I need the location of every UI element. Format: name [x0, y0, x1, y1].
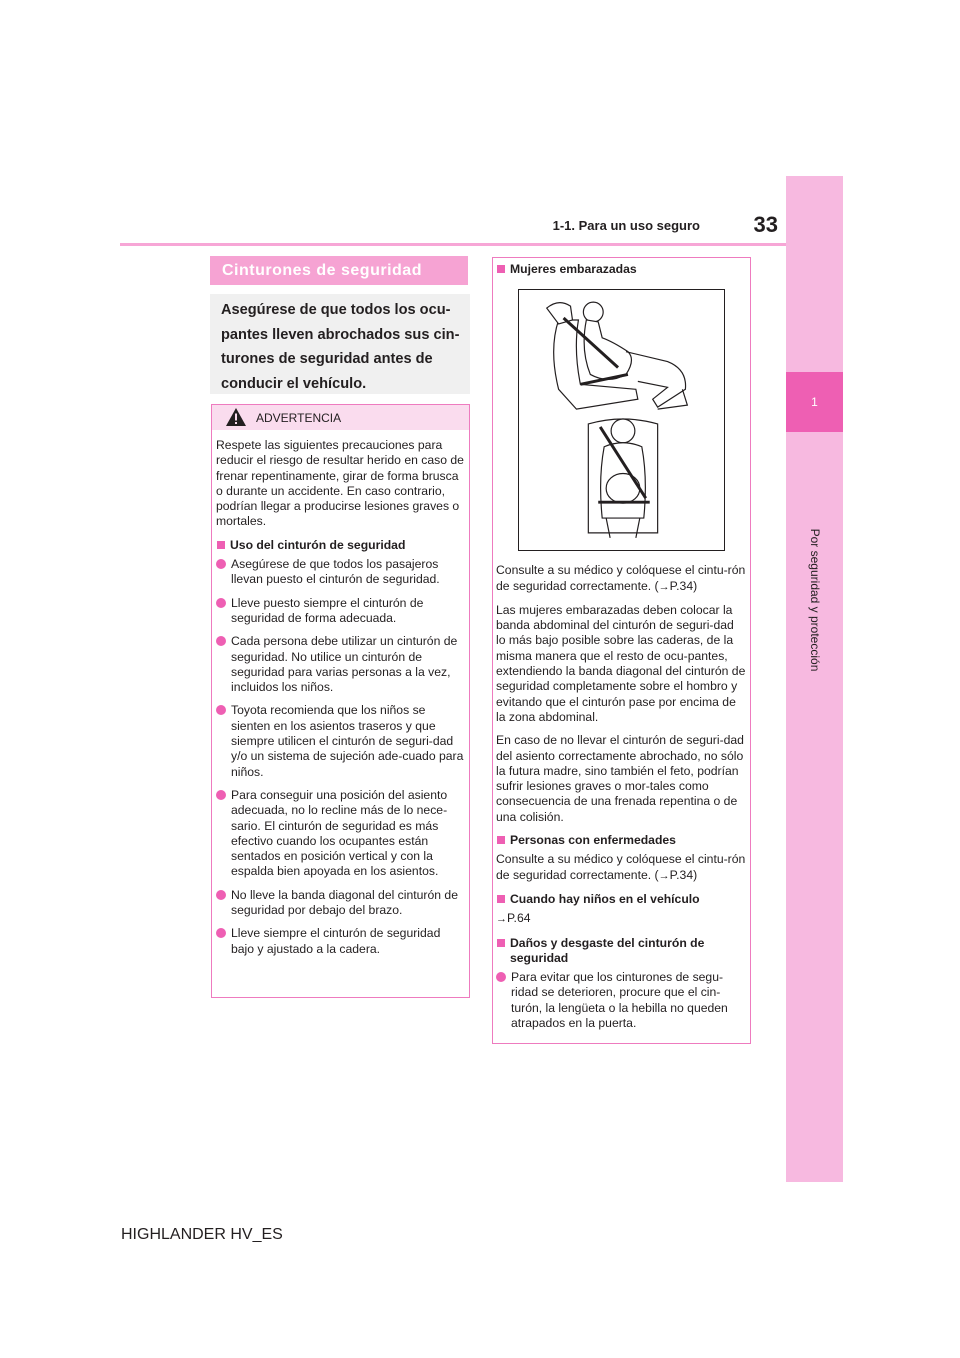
bullet-dot-icon	[216, 790, 226, 800]
warning-content	[216, 438, 466, 965]
warning-bullet	[216, 634, 466, 695]
pregnant-p2: Las mujeres embarazadas deben colocar la banda abdominal del cinturón de seguri-dad lo más bajo posible sobre las caderas, de la misma manera que el resto de ocu-pantes, extendiendo la banda diagonal del cinturón de seguridad completamente sobre el hombro y evitando que el cinturón pase por encima de la zona abdominal.	[496, 602, 746, 724]
pregnant-p1	[496, 563, 746, 595]
warning-bullet	[216, 557, 466, 588]
arrow-right-icon: →	[496, 913, 507, 926]
illness-p1-text: Consulte a su médico y colóquese el cintu-rón de seguridad correctamente. (	[496, 852, 746, 882]
children-heading	[496, 892, 746, 907]
intro-text	[221, 298, 465, 396]
children-heading-text: Cuando hay niños en el vehículo	[510, 891, 700, 906]
square-bullet-icon	[497, 939, 505, 947]
pregnant-p3: En caso de no llevar el cinturón de seguri-dad del asiento correctamente abrochado, no sólo la futura madre, sino también el feto, podrían sufrir lesiones graves o mor-tales como consecuencia de una frenada repentina o de una colisión.	[496, 733, 744, 824]
bullet-dot-icon	[216, 559, 226, 569]
damage-heading-text: Daños y desgaste del cinturón de seguridad	[510, 935, 705, 965]
page-reference[interactable]: P.64	[507, 911, 531, 926]
header-rule	[120, 243, 786, 246]
chapter-label-text: Por seguridad y protección	[807, 528, 822, 672]
illness-heading-text: Personas con enfermedades	[510, 833, 676, 848]
page-number: 33	[753, 212, 778, 237]
bullet-dot-icon	[216, 598, 226, 608]
illness-heading	[496, 833, 746, 848]
damage-heading	[496, 936, 746, 967]
chapter-number-tab[interactable]: 1	[786, 372, 843, 432]
pregnant-p1-text: Consulte a su médico y colóquese el cintu-rón de seguridad correctamente. (	[496, 563, 746, 593]
chapter-label	[780, 520, 849, 680]
arrow-right-icon: →	[658, 580, 670, 593]
warning-bullet	[216, 596, 466, 627]
bullet-text: Toyota recomienda que los niños se sienten en los asientos traseros y que siempre utilicen el cinturón de seguri-dad y/o un sistema de sujeción ade-cuado para niños.	[231, 703, 464, 779]
intro-line: conducir el vehículo.	[221, 375, 367, 392]
bullet-dot-icon	[216, 928, 226, 938]
bullet-dot-icon	[496, 972, 506, 982]
arrow-right-icon: →	[658, 869, 670, 882]
pregnant-heading-text: Mujeres embarazadas	[510, 262, 637, 276]
model-name: HIGHLANDER HV_ES	[121, 1226, 283, 1243]
section-title: 1-1. Para un uso seguro	[552, 218, 700, 233]
page-reference[interactable]: P.34)	[669, 578, 698, 593]
warning-bullet	[216, 788, 466, 880]
square-bullet-icon	[497, 265, 505, 273]
bullet-text: Para evitar que los cinturones de segu-ridad se deterioren, procure que el cin-turón, la lengüeta o la hebilla no queden atrapados en la puerta.	[511, 970, 728, 1031]
pregnant-heading	[496, 262, 746, 277]
warning-intro: Respete las siguientes precauciones para reducir el riesgo de resultar herido en caso de frenar repentinamente, girar de forma brusca o durante un accidente. En caso contrario, podrían llegar a producirse lesiones graves o mortales.	[216, 438, 464, 529]
bullet-text: Lleve puesto siempre el cinturón de seguridad de forma adecuada.	[231, 595, 424, 625]
warning-icon	[225, 407, 247, 427]
bullet-dot-icon	[216, 705, 226, 715]
illness-p1	[496, 852, 746, 884]
square-bullet-icon	[497, 895, 505, 903]
bullet-text: Para conseguir una posición del asiento adecuada, no lo recline más de lo nece-sario. El cinturón de seguridad es más efectivo cuando los ocupantes están sentados en posición vertical y con la espalda bien apoyada en los asientos.	[231, 787, 448, 879]
warning-bullet	[216, 888, 466, 919]
pregnant-seatbelt-illustration	[518, 289, 725, 551]
section-heading: Cinturones de seguridad	[210, 256, 468, 285]
warning-subheading	[216, 538, 466, 553]
intro-line: pantes lleven abrochados sus cin-	[221, 326, 460, 343]
bullet-text: Lleve siempre el cinturón de seguridad bajo y ajustado a la cadera.	[231, 926, 441, 956]
damage-bullet	[496, 970, 746, 1031]
bullet-dot-icon	[216, 636, 226, 646]
warning-title: ADVERTENCIA	[256, 411, 342, 425]
square-bullet-icon	[497, 836, 505, 844]
bullet-text: No lleve la banda diagonal del cinturón de seguridad por debajo del brazo.	[231, 887, 458, 918]
bullet-text: Cada persona debe utilizar un cinturón de seguridad. No utilice un cinturón de seguridad para varias personas a la vez, incluidos los niños.	[231, 634, 458, 695]
bullet-dot-icon	[216, 890, 226, 900]
intro-line: Asegúrese de que todos los ocu-	[221, 302, 451, 318]
page-reference[interactable]: P.34)	[669, 867, 698, 882]
warning-bullet	[216, 703, 466, 779]
bullet-text: Asegúrese de que todos los pasajeros llevan puesto el cinturón de seguridad.	[231, 557, 440, 587]
warning-bullet	[216, 926, 466, 957]
square-bullet-icon	[217, 541, 225, 549]
children-ref	[496, 911, 746, 927]
warning-subheading-text: Uso del cinturón de seguridad	[230, 537, 406, 552]
intro-line: turones de seguridad antes de	[221, 351, 433, 367]
